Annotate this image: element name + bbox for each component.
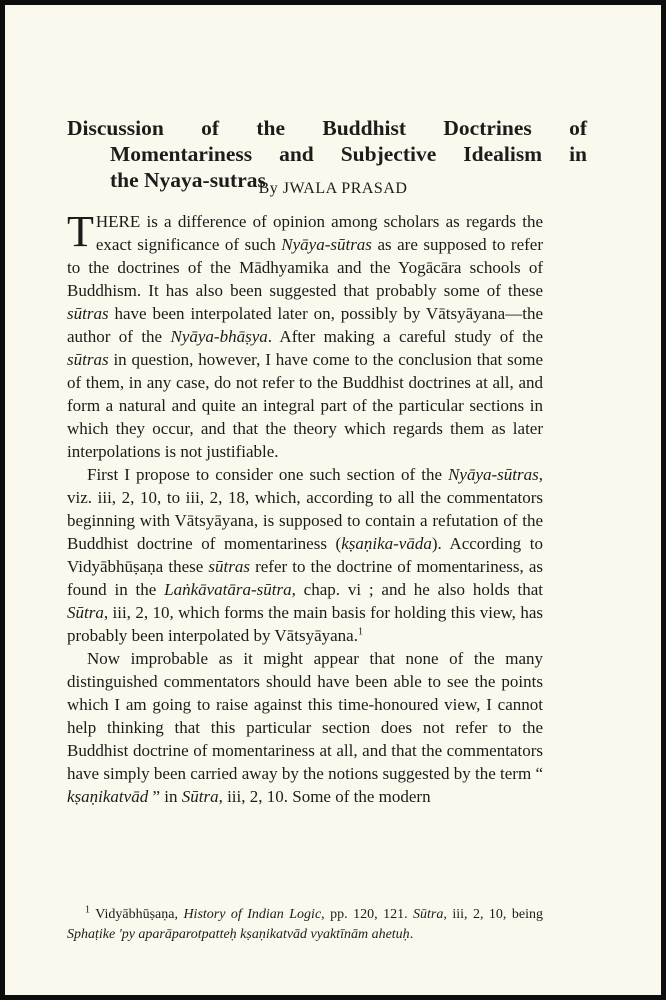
italic-term: Nyāya-bhāṣya xyxy=(170,327,268,346)
paragraph-3 xyxy=(67,647,543,808)
text-run: , iii, 2, 10, being xyxy=(443,907,544,922)
paragraph-2 xyxy=(67,463,543,647)
text-run: in question, however, I have come to the conclusion that some of them, in any case, do not refer to the Buddhist doctrines at all, and form a natural and quite an integral part of the particular sections in which they occur, and that the theory which regards them as later interpolations is not justifiable. xyxy=(67,350,543,461)
paragraph-1 xyxy=(67,207,544,463)
footnote-reference[interactable]: 1 xyxy=(357,626,363,638)
italic-term: sūtras xyxy=(67,304,109,323)
italic-term: Nyāya-sūtras xyxy=(448,465,539,484)
text-run: as are supposed to refer to the doctrines of the Mādhyamika and the Yogācāra schools of Buddhism. It has also been suggested that probably some of these xyxy=(67,235,543,300)
text-run: , chap. vi ; and he also holds that xyxy=(291,580,543,599)
italic-term: Sūtra xyxy=(181,787,219,806)
italic-term: sūtras xyxy=(208,557,250,576)
text-run: refer to the doctrine of momentariness, as found in the xyxy=(67,557,543,599)
text-run: ” in xyxy=(148,787,182,806)
text-run: , iii, 2, 10, which forms the main basis for holding this view, has probably been interpolated by Vātsyāyana. xyxy=(67,603,543,645)
title-line-2: Momentariness and Subjective Idealism in xyxy=(110,142,587,167)
text-run: Vidyābhūṣaṇa, xyxy=(90,907,184,922)
italic-term: Sūtra xyxy=(413,907,444,922)
title-line-1: Discussion of the Buddhist Doctrines of xyxy=(67,116,587,141)
italic-term: Nyāya-sūtras xyxy=(281,235,372,254)
footnote-number: 1 xyxy=(85,904,90,916)
text-run: , pp. 120, 121. xyxy=(321,907,414,922)
text-run: Now improbable as it might appear that none of the many distinguished commentators should have been able to see the points which I am going to raise against this time-honoured view, I cannot help thinking that this particular section does not refer to the Buddhist doctrine of momentariness at all, and that the commentators have simply been carried away by the notions suggested by the term “ xyxy=(67,649,543,783)
footnote-1 xyxy=(67,905,543,945)
text-run: HERE is a difference of opinion among scholars as regards the exact significance of such xyxy=(95,212,543,254)
italic-term: History of Indian Logic xyxy=(183,907,322,922)
italic-term: sūtras xyxy=(67,350,109,369)
text-run: ). According to Vidyābhūṣaṇa these xyxy=(67,534,543,576)
text-run: , iii, 2, 10. Some of the modern xyxy=(218,787,431,806)
article-body xyxy=(67,207,544,808)
footnote xyxy=(67,905,543,945)
text-run: , viz. iii, 2, 10, to iii, 2, 18, which, according to all the commentators beginning with Vātsyāyana, is supposed to contain a refutation of the Buddhist doctrine of momentariness ( xyxy=(67,465,543,553)
text-run: have been interpolated later on, possibly by Vātsyāyana—the author of the xyxy=(67,304,543,346)
text-run: . xyxy=(409,927,414,942)
italic-term: Sphaṭike 'py aparāparotpatteḥ kṣaṇikatvād vyaktīnām ahetuḥ xyxy=(67,927,410,942)
document-page xyxy=(5,5,661,995)
italic-term: kṣaṇikatvād xyxy=(67,787,149,806)
author-byline: By JWALA PRASAD xyxy=(258,180,408,197)
text-run: First I propose to consider one such section of the xyxy=(87,465,449,484)
italic-term: kṣaṇika-vāda xyxy=(341,534,432,553)
drop-cap: T xyxy=(67,207,94,256)
italic-term: Laṅkāvatāra-sūtra xyxy=(164,580,292,599)
text-run: . After making a careful study of the xyxy=(267,327,544,346)
title-line-3: the Nyaya-sutras xyxy=(110,168,266,193)
italic-term: Sūtra xyxy=(67,603,104,622)
